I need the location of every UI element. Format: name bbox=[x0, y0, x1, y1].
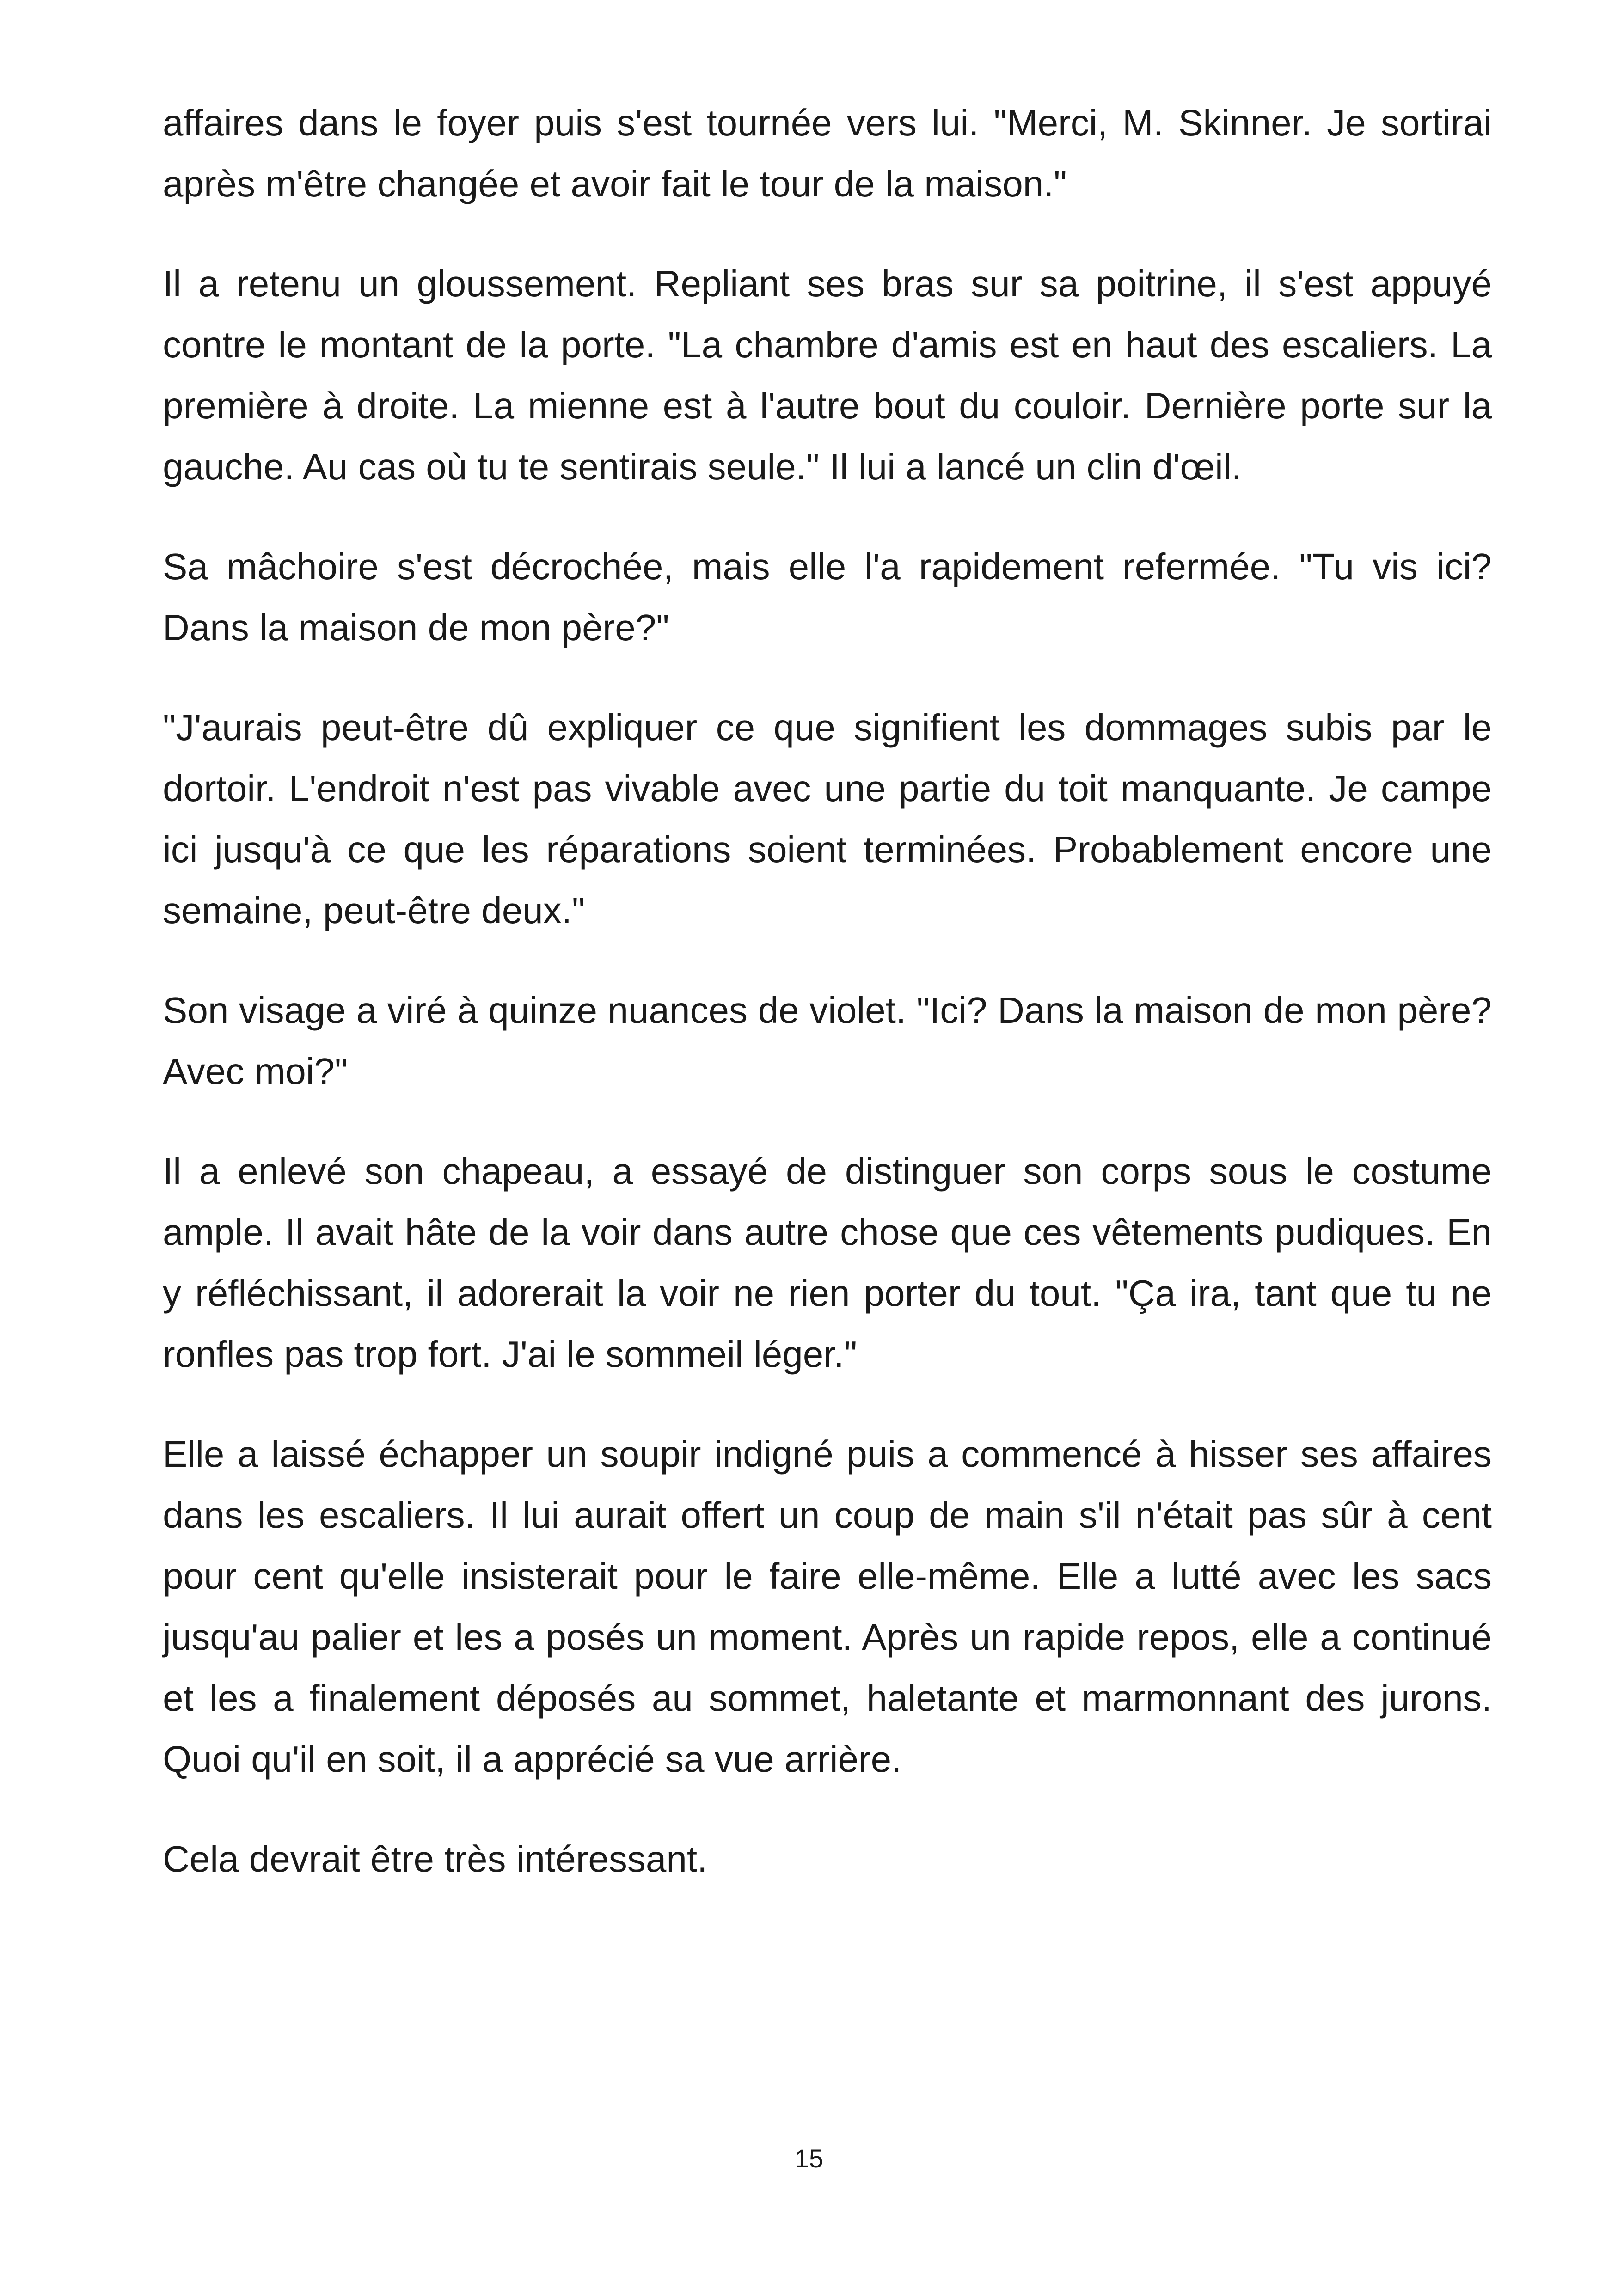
paragraph-5: Son visage a viré à quinze nuances de violet. "Ici? Dans la maison de mon père? Avec moi?" bbox=[163, 990, 1492, 1092]
paragraph-3: Sa mâchoire s'est décrochée, mais elle l'a rapidement refermée. "Tu vis ici? Dans la maison de mon père?" bbox=[163, 546, 1492, 648]
paragraph-1: affaires dans le foyer puis s'est tournée vers lui. "Merci, M. Skinner. Je sortirai après m'être changée et avoir fait le tour de la maison." bbox=[163, 102, 1492, 204]
paragraph-2: Il a retenu un gloussement. Repliant ses bras sur sa poitrine, il s'est appuyé contre le montant de la porte. "La chambre d'amis est en haut des escaliers. La première à droite. La mienne est à l'autre bout du couloir. Dernière porte sur la gauche. Au cas où tu te sentirais seule." Il lui a lancé un clin d'œil. bbox=[163, 263, 1492, 487]
paragraph-4: "J'aurais peut-être dû expliquer ce que signifient les dommages subis par le dortoir. L'endroit n'est pas vivable avec une partie du toit manquante. Je campe ici jusqu'à ce que les réparations soient terminées. Probablement encore une semaine, peut-être deux." bbox=[163, 707, 1492, 931]
body-text bbox=[163, 92, 1492, 1929]
paragraph-8: Cela devrait être très intéressant. bbox=[163, 1838, 708, 1880]
page-number: 15 bbox=[794, 2144, 824, 2173]
paragraph-7: Elle a laissé échapper un soupir indigné puis a commencé à hisser ses affaires dans les escaliers. Il lui aurait offert un coup de main s'il n'était pas sûr à cent pour cent qu'elle insisterait pour le faire elle-même. Elle a lutté avec les sacs jusqu'au palier et les a posés un moment. Après un rapide repos, elle a continué et les a finalement déposés au sommet, haletante et marmonnant des jurons. Quoi qu'il en soit, il a apprécié sa vue arrière. bbox=[163, 1433, 1492, 1780]
paragraph-6: Il a enlevé son chapeau, a essayé de distinguer son corps sous le costume ample. Il avait hâte de la voir dans autre chose que ces vêtements pudiques. En y réfléchissant, il adorerait la voir ne rien porter du tout. "Ça ira, tant que tu ne ronfles pas trop fort. J'ai le sommeil léger." bbox=[163, 1151, 1492, 1375]
